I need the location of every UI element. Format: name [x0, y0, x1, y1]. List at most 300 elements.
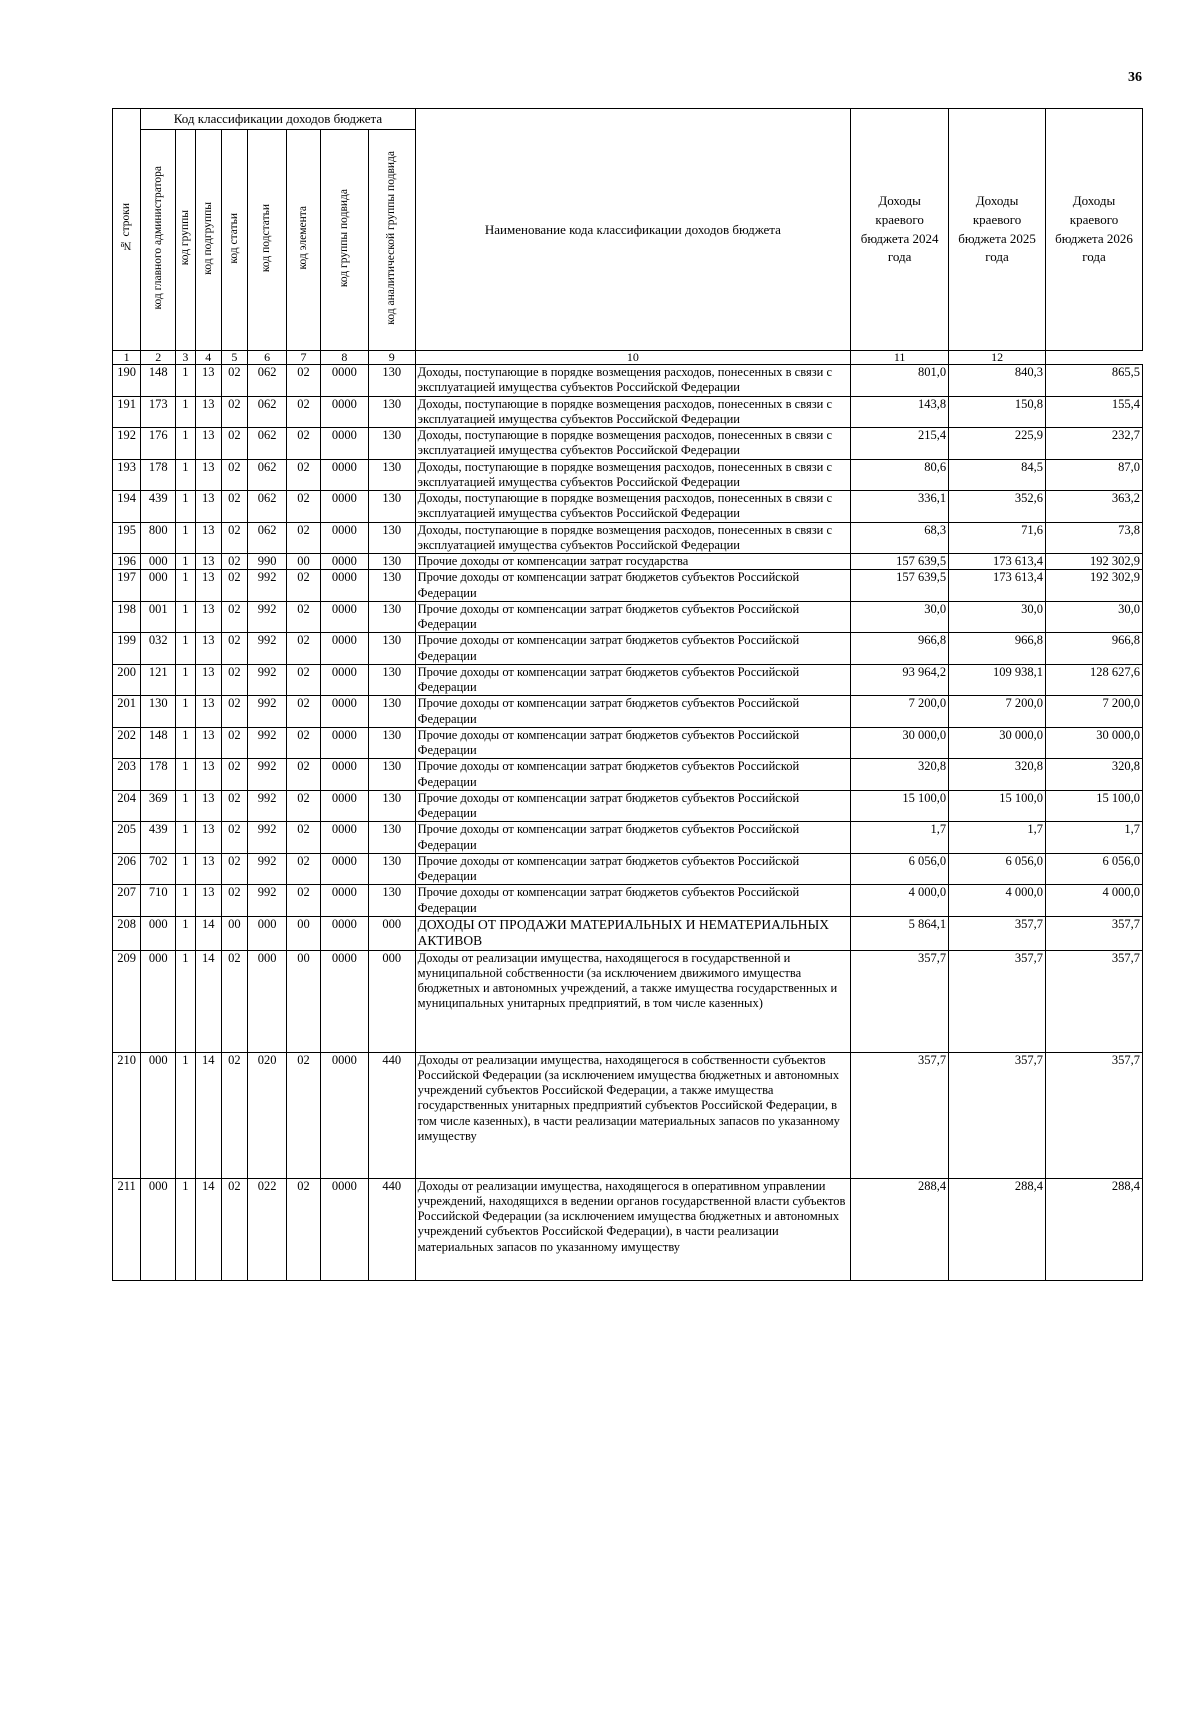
subtype-group-code: 0000 — [320, 491, 368, 523]
subgroup-code: 13 — [195, 633, 221, 665]
subgroup-code: 13 — [195, 570, 221, 602]
subarticle-code: 062 — [247, 491, 286, 523]
income-name: Прочие доходы от компенсации затрат бюджетов субъектов Российской Федерации — [415, 601, 851, 633]
value-2024: 30 000,0 — [851, 727, 949, 759]
subgroup-code: 13 — [195, 396, 221, 428]
group-code: 1 — [176, 428, 196, 460]
admin-code: 439 — [141, 491, 176, 523]
value-2025: 320,8 — [949, 759, 1046, 791]
value-2026: 30,0 — [1046, 601, 1143, 633]
column-number: 1 — [113, 351, 141, 365]
income-name: Доходы, поступающие в порядке возмещения расходов, понесенных в связи с эксплуатацией имущества субъектов Российской Федерации — [415, 459, 851, 491]
value-2024: 801,0 — [851, 365, 949, 397]
group-code: 1 — [176, 950, 196, 1052]
value-2026: 30 000,0 — [1046, 727, 1143, 759]
table-row — [113, 459, 1143, 491]
column-number: 8 — [320, 351, 368, 365]
row-number: 210 — [113, 1052, 141, 1178]
value-2025: 150,8 — [949, 396, 1046, 428]
row-number: 208 — [113, 916, 141, 950]
element-code: 00 — [287, 554, 321, 570]
subgroup-code: 13 — [195, 696, 221, 728]
code-header-subarticle: код подстатьи — [247, 130, 286, 351]
value-2025: 225,9 — [949, 428, 1046, 460]
income-name: Прочие доходы от компенсации затрат государства — [415, 554, 851, 570]
analytic-group-code: 130 — [368, 696, 415, 728]
subtype-group-code: 0000 — [320, 428, 368, 460]
table-row — [113, 428, 1143, 460]
row-number: 207 — [113, 885, 141, 917]
income-name: Прочие доходы от компенсации затрат бюджетов субъектов Российской Федерации — [415, 633, 851, 665]
analytic-group-code: 130 — [368, 822, 415, 854]
article-code: 02 — [221, 601, 247, 633]
subtype-group-code: 0000 — [320, 601, 368, 633]
analytic-group-code: 130 — [368, 522, 415, 554]
group-code: 1 — [176, 633, 196, 665]
admin-code: 178 — [141, 759, 176, 791]
value-2026: 192 302,9 — [1046, 554, 1143, 570]
table-row — [113, 885, 1143, 917]
subtype-group-code: 0000 — [320, 790, 368, 822]
element-code: 02 — [287, 885, 321, 917]
value-2026: 87,0 — [1046, 459, 1143, 491]
subgroup-code: 13 — [195, 365, 221, 397]
subgroup-code: 13 — [195, 822, 221, 854]
row-number: 193 — [113, 459, 141, 491]
element-code: 02 — [287, 428, 321, 460]
column-number: 7 — [287, 351, 321, 365]
admin-code: 000 — [141, 554, 176, 570]
subarticle-code: 992 — [247, 727, 286, 759]
subarticle-code: 992 — [247, 853, 286, 885]
row-number: 202 — [113, 727, 141, 759]
element-code: 02 — [287, 459, 321, 491]
element-code: 02 — [287, 822, 321, 854]
subtype-group-code: 0000 — [320, 554, 368, 570]
value-2025: 6 056,0 — [949, 853, 1046, 885]
value-2026: 966,8 — [1046, 633, 1143, 665]
table-row — [113, 554, 1143, 570]
element-code: 02 — [287, 1052, 321, 1178]
analytic-group-code: 130 — [368, 570, 415, 602]
table-row — [113, 633, 1143, 665]
value-2026: 288,4 — [1046, 1178, 1143, 1280]
income-name: Доходы от реализации имущества, находящегося в оперативном управлении учреждений, находящихся в ведении органов государственной власти субъектов Российской Федерации (за исключением имущества бюджетных и автономных учреждений субъектов Российской Федерации), в части реализации материальных запасов по указанному имуществу — [415, 1178, 851, 1280]
income-name: Доходы от реализации имущества, находящегося в собственности субъектов Российской Федерации (за исключением имущества бюджетных и автономных учреждений субъектов Российской Федерации, а также имущества государственных унитарных предприятий субъектов Российской Федерации, в том числе казенных), в части реализации материальных запасов по указанному имуществу — [415, 1052, 851, 1178]
row-number: 199 — [113, 633, 141, 665]
value-2026: 865,5 — [1046, 365, 1143, 397]
value-2025: 357,7 — [949, 916, 1046, 950]
value-2026: 155,4 — [1046, 396, 1143, 428]
value-2026: 7 200,0 — [1046, 696, 1143, 728]
subarticle-code: 992 — [247, 601, 286, 633]
group-code: 1 — [176, 365, 196, 397]
table-row — [113, 822, 1143, 854]
group-code: 1 — [176, 1052, 196, 1178]
value-2024: 93 964,2 — [851, 664, 949, 696]
income-name: Доходы, поступающие в порядке возмещения расходов, понесенных в связи с эксплуатацией имущества субъектов Российской Федерации — [415, 396, 851, 428]
element-code: 02 — [287, 664, 321, 696]
element-code: 02 — [287, 1178, 321, 1280]
subarticle-code: 990 — [247, 554, 286, 570]
row-number: 201 — [113, 696, 141, 728]
subtype-group-code: 0000 — [320, 365, 368, 397]
income-name: Прочие доходы от компенсации затрат бюджетов субъектов Российской Федерации — [415, 696, 851, 728]
income-classification-table — [112, 108, 1143, 1281]
value-2024: 157 639,5 — [851, 554, 949, 570]
subgroup-code: 14 — [195, 950, 221, 1052]
code-header-analytic-group: код аналитической группы подвида — [368, 130, 415, 351]
subarticle-code: 062 — [247, 459, 286, 491]
subtype-group-code: 0000 — [320, 853, 368, 885]
subgroup-code: 13 — [195, 522, 221, 554]
article-code: 00 — [221, 916, 247, 950]
subtype-group-code: 0000 — [320, 633, 368, 665]
row-number: 197 — [113, 570, 141, 602]
table-row — [113, 790, 1143, 822]
element-code: 00 — [287, 916, 321, 950]
value-2025: 84,5 — [949, 459, 1046, 491]
subgroup-code: 13 — [195, 790, 221, 822]
column-number: 9 — [368, 351, 415, 365]
analytic-group-code: 000 — [368, 916, 415, 950]
subtype-group-code: 0000 — [320, 759, 368, 791]
subarticle-code: 062 — [247, 428, 286, 460]
subtype-group-code: 0000 — [320, 664, 368, 696]
row-number: 196 — [113, 554, 141, 570]
admin-code: 369 — [141, 790, 176, 822]
table-row — [113, 727, 1143, 759]
table-row — [113, 601, 1143, 633]
article-code: 02 — [221, 759, 247, 791]
code-header-subgroup: код подгруппы — [195, 130, 221, 351]
element-code: 02 — [287, 601, 321, 633]
article-code: 02 — [221, 396, 247, 428]
subgroup-code: 13 — [195, 491, 221, 523]
income-name: Доходы от реализации имущества, находящегося в государственной и муниципальной собственности (за исключением движимого имущества бюджетных и автономных учреждений, а также имущества государственных и муниципальных унитарных предприятий, в том числе казенных) — [415, 950, 851, 1052]
column-number: 6 — [247, 351, 286, 365]
table-row — [113, 570, 1143, 602]
analytic-group-code: 130 — [368, 365, 415, 397]
group-code: 1 — [176, 522, 196, 554]
income-name: Прочие доходы от компенсации затрат бюджетов субъектов Российской Федерации — [415, 822, 851, 854]
value-2025: 966,8 — [949, 633, 1046, 665]
table-header — [113, 109, 1143, 365]
value-2026: 320,8 — [1046, 759, 1143, 791]
value-2026: 4 000,0 — [1046, 885, 1143, 917]
element-code: 02 — [287, 696, 321, 728]
group-code: 1 — [176, 822, 196, 854]
value-2025: 7 200,0 — [949, 696, 1046, 728]
value-2025: 173 613,4 — [949, 570, 1046, 602]
subarticle-code: 992 — [247, 696, 286, 728]
admin-code: 121 — [141, 664, 176, 696]
value-2024: 336,1 — [851, 491, 949, 523]
group-code: 1 — [176, 885, 196, 917]
group-code: 1 — [176, 491, 196, 523]
analytic-group-code: 130 — [368, 885, 415, 917]
admin-code: 000 — [141, 916, 176, 950]
admin-code: 148 — [141, 727, 176, 759]
code-header-element: код элемента — [287, 130, 321, 351]
subgroup-code: 14 — [195, 1052, 221, 1178]
table-row — [113, 759, 1143, 791]
row-number: 205 — [113, 822, 141, 854]
subarticle-code: 000 — [247, 950, 286, 1052]
analytic-group-code: 130 — [368, 727, 415, 759]
value-2026: 232,7 — [1046, 428, 1143, 460]
row-number: 192 — [113, 428, 141, 460]
admin-code: 800 — [141, 522, 176, 554]
column-number: 11 — [851, 351, 949, 365]
table-row — [113, 696, 1143, 728]
value-2026: 357,7 — [1046, 916, 1143, 950]
code-header-admin: код главного администратора — [141, 130, 176, 351]
row-number: 198 — [113, 601, 141, 633]
value-2026: 357,7 — [1046, 1052, 1143, 1178]
row-number: 191 — [113, 396, 141, 428]
subarticle-code: 020 — [247, 1052, 286, 1178]
income-name: Прочие доходы от компенсации затрат бюджетов субъектов Российской Федерации — [415, 790, 851, 822]
value-2026: 357,7 — [1046, 950, 1143, 1052]
analytic-group-code: 130 — [368, 601, 415, 633]
year-2025-header: Доходы краевого бюджета 2025 года — [949, 109, 1046, 351]
value-2026: 128 627,6 — [1046, 664, 1143, 696]
value-2024: 4 000,0 — [851, 885, 949, 917]
article-code: 02 — [221, 885, 247, 917]
row-number-header: № строки — [113, 109, 141, 351]
admin-code: 000 — [141, 570, 176, 602]
table-row — [113, 396, 1143, 428]
value-2024: 15 100,0 — [851, 790, 949, 822]
admin-code: 178 — [141, 459, 176, 491]
analytic-group-code: 130 — [368, 459, 415, 491]
column-number: 5 — [221, 351, 247, 365]
article-code: 02 — [221, 664, 247, 696]
admin-code: 000 — [141, 950, 176, 1052]
value-2025: 840,3 — [949, 365, 1046, 397]
group-code: 1 — [176, 601, 196, 633]
income-name: Доходы, поступающие в порядке возмещения расходов, понесенных в связи с эксплуатацией имущества субъектов Российской Федерации — [415, 522, 851, 554]
row-number: 203 — [113, 759, 141, 791]
value-2025: 30 000,0 — [949, 727, 1046, 759]
value-2024: 157 639,5 — [851, 570, 949, 602]
value-2024: 5 864,1 — [851, 916, 949, 950]
element-code: 02 — [287, 727, 321, 759]
table-body — [113, 365, 1143, 1281]
code-group-header: Код классификации доходов бюджета — [141, 109, 415, 130]
subtype-group-code: 0000 — [320, 727, 368, 759]
value-2026: 73,8 — [1046, 522, 1143, 554]
element-code: 02 — [287, 365, 321, 397]
income-name: ДОХОДЫ ОТ ПРОДАЖИ МАТЕРИАЛЬНЫХ И НЕМАТЕРИАЛЬНЫХ АКТИВОВ — [415, 916, 851, 950]
value-2024: 143,8 — [851, 396, 949, 428]
admin-code: 176 — [141, 428, 176, 460]
element-code: 02 — [287, 759, 321, 791]
subarticle-code: 062 — [247, 396, 286, 428]
analytic-group-code: 130 — [368, 633, 415, 665]
analytic-group-code: 130 — [368, 853, 415, 885]
income-name: Прочие доходы от компенсации затрат бюджетов субъектов Российской Федерации — [415, 727, 851, 759]
row-number: 195 — [113, 522, 141, 554]
subarticle-code: 000 — [247, 916, 286, 950]
group-code: 1 — [176, 696, 196, 728]
value-2025: 288,4 — [949, 1178, 1046, 1280]
subgroup-code: 13 — [195, 759, 221, 791]
admin-code: 439 — [141, 822, 176, 854]
value-2025: 71,6 — [949, 522, 1046, 554]
subgroup-code: 13 — [195, 428, 221, 460]
analytic-group-code: 130 — [368, 790, 415, 822]
column-number: 4 — [195, 351, 221, 365]
subgroup-code: 13 — [195, 459, 221, 491]
admin-code: 000 — [141, 1178, 176, 1280]
subtype-group-code: 0000 — [320, 1052, 368, 1178]
row-number: 190 — [113, 365, 141, 397]
column-number-row — [113, 351, 1143, 365]
value-2024: 6 056,0 — [851, 853, 949, 885]
admin-code: 130 — [141, 696, 176, 728]
value-2025: 352,6 — [949, 491, 1046, 523]
table-row — [113, 365, 1143, 397]
admin-code: 702 — [141, 853, 176, 885]
subgroup-code: 13 — [195, 727, 221, 759]
group-code: 1 — [176, 570, 196, 602]
element-code: 00 — [287, 950, 321, 1052]
value-2024: 80,6 — [851, 459, 949, 491]
article-code: 02 — [221, 1052, 247, 1178]
analytic-group-code: 130 — [368, 428, 415, 460]
analytic-group-code: 130 — [368, 664, 415, 696]
row-number: 194 — [113, 491, 141, 523]
subarticle-code: 992 — [247, 790, 286, 822]
value-2024: 215,4 — [851, 428, 949, 460]
article-code: 02 — [221, 570, 247, 602]
admin-code: 173 — [141, 396, 176, 428]
admin-code: 710 — [141, 885, 176, 917]
subtype-group-code: 0000 — [320, 696, 368, 728]
table-row — [113, 1178, 1143, 1280]
group-code: 1 — [176, 759, 196, 791]
article-code: 02 — [221, 790, 247, 822]
subarticle-code: 022 — [247, 1178, 286, 1280]
subgroup-code: 13 — [195, 885, 221, 917]
subtype-group-code: 0000 — [320, 822, 368, 854]
analytic-group-code: 000 — [368, 950, 415, 1052]
article-code: 02 — [221, 365, 247, 397]
table-row — [113, 916, 1143, 950]
income-name: Прочие доходы от компенсации затрат бюджетов субъектов Российской Федерации — [415, 853, 851, 885]
row-number: 209 — [113, 950, 141, 1052]
subgroup-code: 14 — [195, 1178, 221, 1280]
income-name: Доходы, поступающие в порядке возмещения расходов, понесенных в связи с эксплуатацией имущества субъектов Российской Федерации — [415, 365, 851, 397]
name-header: Наименование кода классификации доходов бюджета — [415, 109, 851, 351]
value-2025: 109 938,1 — [949, 664, 1046, 696]
subarticle-code: 992 — [247, 822, 286, 854]
analytic-group-code: 130 — [368, 396, 415, 428]
value-2025: 4 000,0 — [949, 885, 1046, 917]
admin-code: 000 — [141, 1052, 176, 1178]
article-code: 02 — [221, 727, 247, 759]
admin-code: 032 — [141, 633, 176, 665]
table-row — [113, 853, 1143, 885]
admin-code: 148 — [141, 365, 176, 397]
subtype-group-code: 0000 — [320, 459, 368, 491]
subarticle-code: 992 — [247, 633, 286, 665]
value-2024: 288,4 — [851, 1178, 949, 1280]
income-name: Прочие доходы от компенсации затрат бюджетов субъектов Российской Федерации — [415, 759, 851, 791]
table-row — [113, 664, 1143, 696]
subtype-group-code: 0000 — [320, 396, 368, 428]
value-2024: 7 200,0 — [851, 696, 949, 728]
subtype-group-code: 0000 — [320, 522, 368, 554]
group-code: 1 — [176, 790, 196, 822]
article-code: 02 — [221, 633, 247, 665]
analytic-group-code: 440 — [368, 1178, 415, 1280]
subgroup-code: 14 — [195, 916, 221, 950]
year-2026-header: Доходы краевого бюджета 2026 года — [1046, 109, 1143, 351]
element-code: 02 — [287, 522, 321, 554]
value-2025: 173 613,4 — [949, 554, 1046, 570]
article-code: 02 — [221, 554, 247, 570]
analytic-group-code: 130 — [368, 554, 415, 570]
subarticle-code: 992 — [247, 759, 286, 791]
value-2025: 30,0 — [949, 601, 1046, 633]
subarticle-code: 062 — [247, 365, 286, 397]
value-2024: 30,0 — [851, 601, 949, 633]
row-number: 206 — [113, 853, 141, 885]
group-code: 1 — [176, 1178, 196, 1280]
code-header-article: код статьи — [221, 130, 247, 351]
group-code: 1 — [176, 396, 196, 428]
value-2026: 1,7 — [1046, 822, 1143, 854]
subgroup-code: 13 — [195, 664, 221, 696]
value-2026: 6 056,0 — [1046, 853, 1143, 885]
subtype-group-code: 0000 — [320, 916, 368, 950]
value-2025: 15 100,0 — [949, 790, 1046, 822]
subgroup-code: 13 — [195, 601, 221, 633]
subtype-group-code: 0000 — [320, 885, 368, 917]
column-number: 12 — [949, 351, 1046, 365]
table-row — [113, 950, 1143, 1052]
income-name: Прочие доходы от компенсации затрат бюджетов субъектов Российской Федерации — [415, 570, 851, 602]
value-2024: 320,8 — [851, 759, 949, 791]
element-code: 02 — [287, 853, 321, 885]
article-code: 02 — [221, 1178, 247, 1280]
value-2026: 192 302,9 — [1046, 570, 1143, 602]
article-code: 02 — [221, 491, 247, 523]
analytic-group-code: 440 — [368, 1052, 415, 1178]
subtype-group-code: 0000 — [320, 570, 368, 602]
value-2024: 1,7 — [851, 822, 949, 854]
income-name: Прочие доходы от компенсации затрат бюджетов субъектов Российской Федерации — [415, 664, 851, 696]
article-code: 02 — [221, 696, 247, 728]
subarticle-code: 992 — [247, 664, 286, 696]
element-code: 02 — [287, 491, 321, 523]
row-number: 200 — [113, 664, 141, 696]
code-header-subtype-group: код группы подвида — [320, 130, 368, 351]
value-2025: 357,7 — [949, 1052, 1046, 1178]
subgroup-code: 13 — [195, 554, 221, 570]
analytic-group-code: 130 — [368, 759, 415, 791]
group-code: 1 — [176, 459, 196, 491]
code-header-group: код группы — [176, 130, 196, 351]
element-code: 02 — [287, 570, 321, 602]
article-code: 02 — [221, 428, 247, 460]
value-2024: 357,7 — [851, 950, 949, 1052]
income-name: Доходы, поступающие в порядке возмещения расходов, понесенных в связи с эксплуатацией имущества субъектов Российской Федерации — [415, 491, 851, 523]
subarticle-code: 062 — [247, 522, 286, 554]
